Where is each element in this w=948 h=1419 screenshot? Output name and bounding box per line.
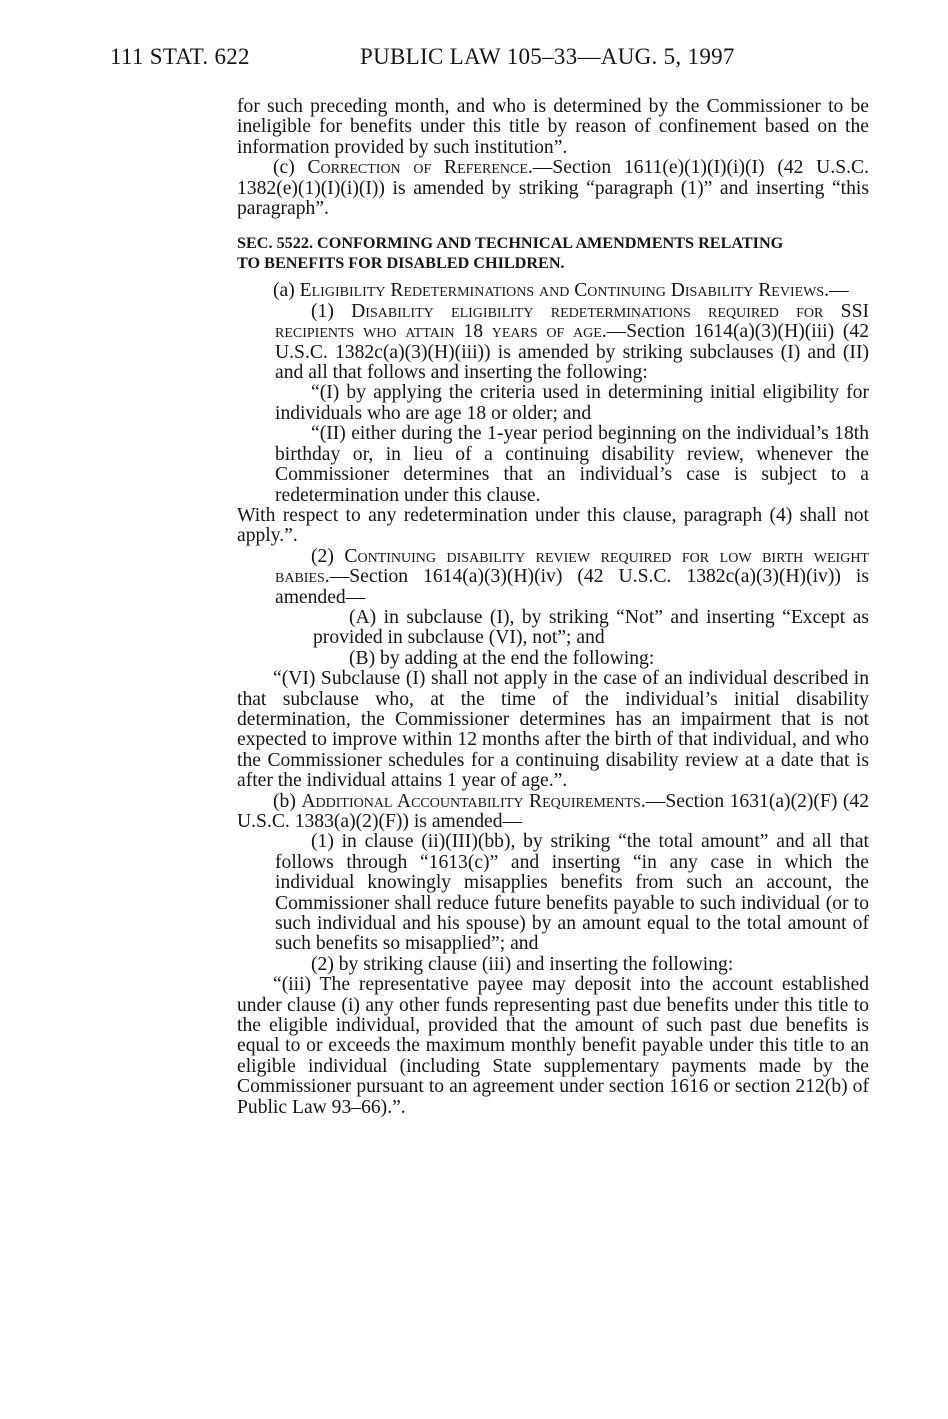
subsection-a: [237, 281, 869, 301]
paragraph-b2: (2) by striking clause (iii) and inserting the following:: [311, 953, 734, 975]
paragraph-a1-heading: Disability eligibility redeterminations required for SSI recipients who attain 18 years of age: [275, 300, 869, 343]
subsection-c-text: .—Section 1611(e)(1)(I)(i)(I) (42 U.S.C. 1382(e)(1)(I)(i)(I)) is amended by striking “paragraph (1)” and inserting “this paragraph”.: [237, 157, 869, 220]
page-reference: 111 STAT. 622: [110, 44, 250, 69]
paragraph-a2-label: (2): [311, 545, 345, 567]
section-heading-line1: SEC. 5522. CONFORMING AND TECHNICAL AMENDMENTS RELATING: [237, 234, 784, 253]
subsection-a-label: (a): [273, 280, 300, 302]
quoted-clause-iii: “(iii) The representative payee may deposit into the account established under clause (i) any other funds representing past due benefits under this title to the eligible individual, provided that the amount of such past due benefits is equal to or exceeds the maximum monthly benefit payable under this title to an eligible individual (including State supplementary payments made by the Commissioner pursuant to an agreement under section 1616 or section 212(b) of Public Law 93–66).”.: [237, 974, 869, 1118]
page-header: [0, 44, 948, 74]
subsection-b-heading: Additional Accountability Requirements: [301, 790, 641, 812]
subparagraph-B: (B) by adding at the end the following:: [349, 647, 655, 669]
subsection-b-text: .—Section 1631(a)(2)(F) (42 U.S.C. 1383(a)(2)(F)) is amended—: [237, 790, 869, 832]
paragraph-b-block: [237, 832, 869, 975]
quoted-subclause-VI: “(VI) Subclause (I) shall not apply in the case of an individual described in that subclause who, at the time of the individual’s initial disability determination, the Commissioner determines has an impairment that is not expected to improve within 12 months after the birth of that individual, and who the Commissioner schedules for a continuing disability review at a date that is after the individual attains 1 year of age.”.: [237, 668, 869, 792]
quoted-flush-text: With respect to any redetermination under this clause, paragraph (4) shall not apply.”.: [237, 504, 869, 547]
subsection-b: [237, 792, 869, 833]
section-heading-line2: TO BENEFITS FOR DISABLED CHILDREN.: [237, 254, 565, 273]
paragraph-a1: [275, 302, 869, 384]
law-title: PUBLIC LAW 105–33—AUG. 5, 1997: [360, 44, 735, 69]
subsection-c-label: (c): [273, 157, 308, 179]
paragraph-b1: (1) in clause (ii)(III)(bb), by striking “the total amount” and all that follows through “1613(c)” and inserting “in any case in which the individual knowingly misapplies benefits from such an account, the Commissioner shall reduce future benefits payable to such individual (or to such individual and his spouse) by an amount equal to the total amount of such benefits so misapplied”; and: [275, 831, 869, 955]
subsection-c-heading: Correction of Reference: [307, 157, 528, 179]
paragraph-intro: for such preceding month, and who is determined by the Commissioner to be ineligible for benefits under this title by reason of confinement based on the information provided by such institution”.: [237, 96, 869, 158]
paragraph-a2: [275, 547, 869, 608]
subsection-c: [237, 158, 869, 219]
subsection-b-label: (b): [273, 790, 302, 812]
paragraph-a1-text: .—Section 1614(a)(3)(H)(iii) (42 U.S.C. 1382c(a)(3)(H)(iii)) is amended by striking subclauses (I) and (II) and all that follows and inserting the following:: [275, 321, 869, 384]
quoted-subclause-I: “(I) by applying the criteria used in determining initial eligibility for individuals who are age 18 or older; and: [275, 382, 869, 424]
paragraph-a1-block: [237, 302, 869, 506]
paragraph-a1-label: (1): [311, 300, 352, 322]
paragraph-a2-block: [237, 547, 869, 669]
subparagraph-A: (A) in subclause (I), by striking “Not” and inserting “Except as provided in subclause (VI), not”; and: [313, 606, 869, 649]
document-body: [237, 97, 869, 1118]
quoted-subclause-II: “(II) either during the 1-year period beginning on the individual’s 18th birthday or, in lieu of a continuing disability review, whenever the Commissioner determines that an individual’s case is subject to a redetermination under this clause.: [275, 423, 869, 506]
paragraph-a2-text: .—Section 1614(a)(3)(H)(iv) (42 U.S.C. 1382c(a)(3)(H)(iv)) is amended—: [275, 566, 869, 608]
subsection-a-heading: Eligibility Redeterminations and Continuing Disability Reviews: [299, 280, 825, 302]
section-heading: [237, 233, 869, 273]
subsection-a-tail: .—: [824, 280, 849, 302]
paragraph-a2-heading: Continuing disability review required for low birth weight babies: [275, 545, 869, 588]
subparagraphs-a2: [275, 608, 869, 669]
